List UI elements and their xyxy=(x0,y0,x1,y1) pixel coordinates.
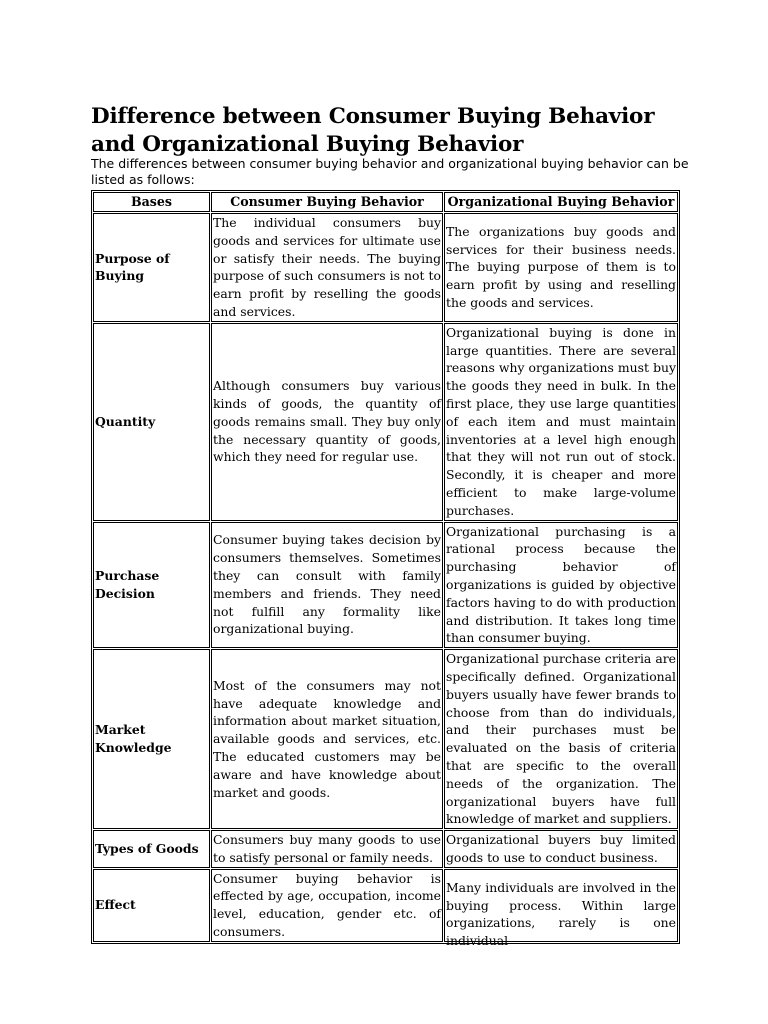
row-org-goods: Organizational buyers buy limited goods to use to conduct business. xyxy=(444,830,678,868)
row-org-effect-text: Many individuals are involved in the buying process. Within large organizations, rarely is one individual xyxy=(446,879,676,949)
table-row xyxy=(93,649,678,829)
table-header-row xyxy=(93,192,678,212)
row-org-purpose: The organizations buy goods and services for their business needs. The buying purpose of them is to earn profit by using and reselling the goods and services. xyxy=(444,213,678,322)
row-consumer-decision: Consumer buying takes decision by consumers themselves. Sometimes they can consult with family members and friends. They need not fulfill any formality like organizational buying. xyxy=(211,522,443,649)
row-consumer-quantity: Although consumers buy various kinds of goods, the quantity of goods remains small. They buy only the necessary quantity of goods, which they need for regular use. xyxy=(211,323,443,521)
header-consumer: Consumer Buying Behavior xyxy=(211,192,443,212)
header-bases: Bases xyxy=(93,192,210,212)
comparison-table xyxy=(91,190,680,949)
header-organizational: Organizational Buying Behavior xyxy=(444,192,678,212)
row-consumer-purpose: The individual consumers buy goods and services for ultimate use or satisfy their needs. The buying purpose of such consumers is not to earn profit by reselling the goods and services. xyxy=(211,213,443,322)
page-title: Difference between Consumer Buying Behavior and Organizational Buying Behavior xyxy=(91,104,655,157)
table-row xyxy=(93,522,678,649)
intro-paragraph: The differences between consumer buying behavior and organizational buying behavior can be listed as follows: xyxy=(91,156,689,187)
table-row xyxy=(93,830,678,868)
row-base-decision: Purchase Decision xyxy=(93,522,210,649)
row-org-effect xyxy=(444,869,678,949)
row-consumer-knowledge: Most of the consumers may not have adequate knowledge and information about market situation, available goods and services, etc. The educated customers may be aware and have knowledge about market and goods. xyxy=(211,649,443,829)
row-consumer-goods: Consumers buy many goods to use to satisfy personal or family needs. xyxy=(211,830,443,868)
row-org-knowledge: Organizational purchase criteria are specifically defined. Organizational buyers usually have fewer brands to choose from than do individuals, and their purchases must be evaluated on the basis of criteria that are specific to the overall needs of the organization. The organizational buyers have full knowledge of market and suppliers. xyxy=(444,649,678,829)
row-org-quantity: Organizational buying is done in large quantities. There are several reasons why organizations must buy the goods they need in bulk. In the first place, they use large quantities of each item and must maintain inventories at a level high enough that they will not run out of stock. Secondly, it is cheaper and more efficient to make large-volume purchases. xyxy=(444,323,678,521)
row-org-decision: Organizational purchasing is a rational process because the purchasing behavior of organizations is guided by objective factors having to do with production and distribution. It takes long time than consumer buying. xyxy=(444,522,678,649)
row-base-knowledge: Market Knowledge xyxy=(93,649,210,829)
table-row xyxy=(93,869,678,942)
table-row xyxy=(93,323,678,521)
row-consumer-effect: Consumer buying behavior is effected by age, occupation, income level, education, gender etc. of consumers. xyxy=(211,869,443,942)
row-base-effect: Effect xyxy=(93,869,210,942)
table-row xyxy=(93,213,678,322)
row-base-purpose: Purpose of Buying xyxy=(93,213,210,322)
row-base-quantity: Quantity xyxy=(93,323,210,521)
row-base-goods: Types of Goods xyxy=(93,830,210,868)
